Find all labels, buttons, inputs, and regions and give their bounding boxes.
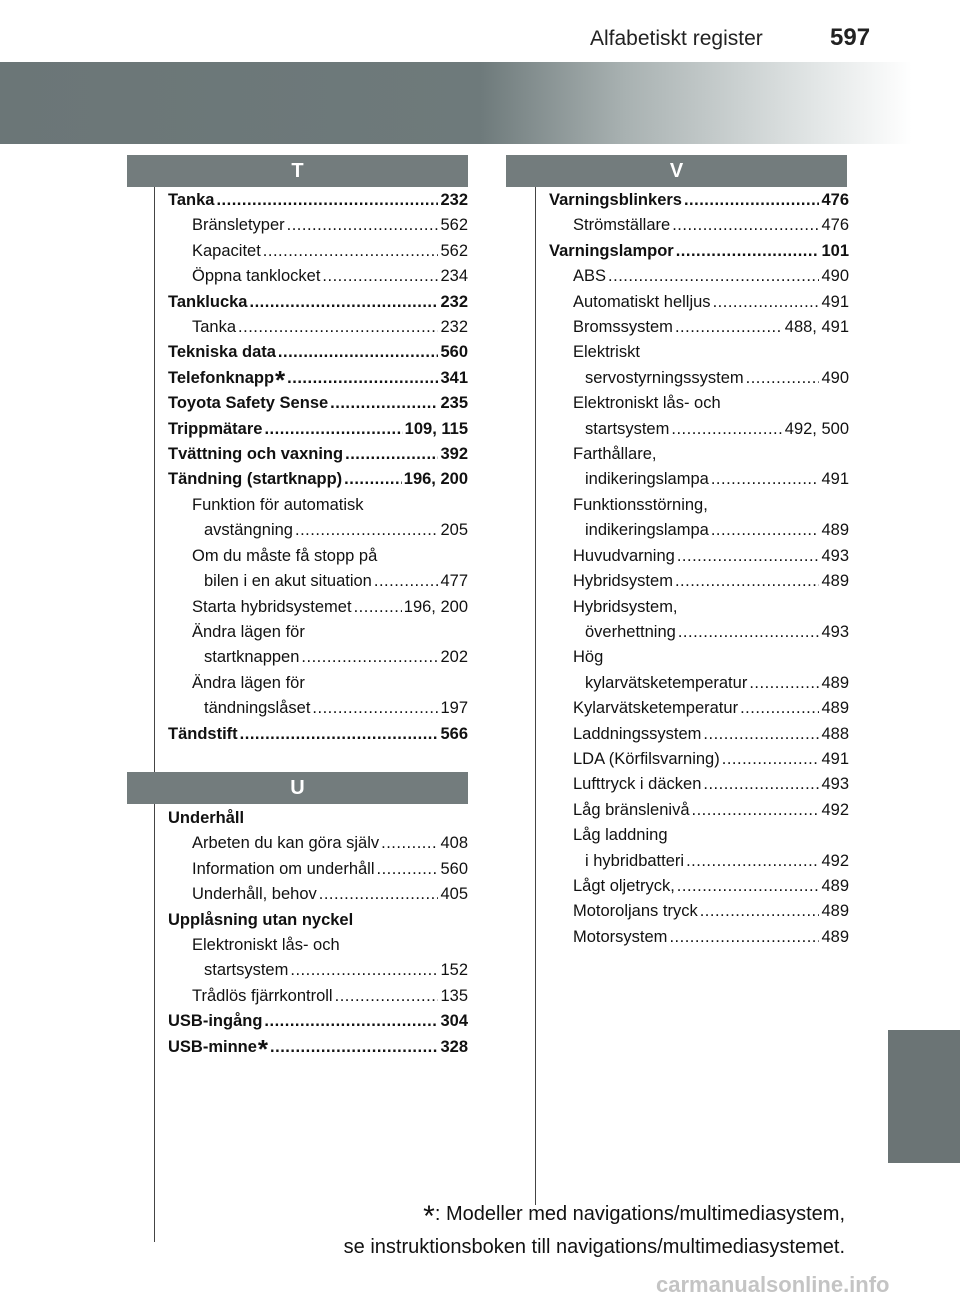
dot-leader bbox=[678, 620, 820, 645]
index-entry bbox=[549, 772, 849, 797]
entry-page: 197 bbox=[440, 699, 468, 718]
dot-leader bbox=[608, 264, 819, 289]
index-entry bbox=[168, 882, 468, 907]
entry-term: Toyota Safety Sense bbox=[168, 394, 329, 413]
entry-term: Varningsblinkers bbox=[549, 191, 682, 209]
entry-page: 560 bbox=[440, 859, 468, 878]
dot-leader bbox=[671, 417, 782, 442]
entry-term: Kylarvätsketemperatur bbox=[573, 699, 739, 718]
dot-leader bbox=[287, 366, 438, 391]
dot-leader bbox=[295, 518, 438, 543]
entry-term: Öppna tanklocket bbox=[192, 267, 321, 286]
entry-term: Elektroniskt lås- och bbox=[573, 394, 721, 413]
entry-term: Laddningssystem bbox=[573, 724, 702, 743]
entry-term: startknappen bbox=[204, 648, 300, 667]
index-entry bbox=[168, 569, 468, 594]
footnote-line-2: se instruktionsboken till navigations/multimediasystemet. bbox=[343, 1236, 845, 1258]
entry-page: 392 bbox=[440, 445, 468, 464]
index-entry bbox=[549, 798, 849, 823]
dot-leader bbox=[249, 290, 438, 315]
dot-leader bbox=[287, 213, 439, 238]
index-entry bbox=[549, 620, 849, 645]
entry-page: 405 bbox=[440, 885, 468, 904]
index-entry bbox=[168, 671, 468, 696]
dot-leader bbox=[746, 366, 820, 391]
entry-page: 566 bbox=[440, 724, 468, 743]
entry-term: Starta hybridsystemet bbox=[192, 597, 352, 616]
entry-term: Låg bränslenivå bbox=[573, 800, 690, 819]
index-entry bbox=[549, 849, 849, 874]
dot-leader bbox=[264, 417, 402, 442]
entry-term: LDA (Körfilsvarning) bbox=[573, 749, 720, 768]
dot-leader bbox=[301, 645, 438, 670]
entry-term: Hybridsystem bbox=[573, 572, 673, 591]
entry-page: 489 bbox=[821, 876, 849, 895]
footnote-text-1: : Modeller med navigations/multimediasystem, bbox=[434, 1203, 845, 1225]
entry-term: bilen i en akut situation bbox=[204, 572, 372, 591]
column-divider-left bbox=[154, 187, 155, 1242]
entry-term: Elektroniskt lås- och bbox=[192, 936, 340, 955]
dot-leader bbox=[354, 595, 402, 620]
entry-term: USB-minne bbox=[168, 1037, 257, 1056]
index-entry bbox=[168, 933, 468, 958]
index-entry bbox=[168, 442, 468, 467]
entry-term: Tvättning och vaxning bbox=[168, 445, 344, 464]
entry-term: överhettning bbox=[585, 622, 676, 641]
entry-term: Bromssystem bbox=[573, 318, 673, 337]
entry-page: 328 bbox=[440, 1037, 468, 1056]
entry-term: Hög bbox=[573, 648, 604, 667]
index-entry bbox=[168, 722, 468, 747]
entry-page: 135 bbox=[440, 986, 468, 1005]
entry-term: i hybridbatteri bbox=[585, 851, 685, 870]
entry-term: Tanka bbox=[168, 191, 215, 209]
entry-term: Trådlös fjärrkontroll bbox=[192, 986, 333, 1005]
index-list-t bbox=[168, 188, 468, 747]
footnote-star: * bbox=[423, 1200, 435, 1233]
entry-term: Funktionsstörning, bbox=[573, 495, 708, 514]
index-entry bbox=[549, 391, 849, 416]
index-entry bbox=[168, 493, 468, 518]
entry-term: avstängning bbox=[204, 521, 293, 540]
entry-term: Bränsletyper bbox=[192, 216, 285, 235]
entry-term: Upplåsning utan nyckel bbox=[168, 910, 354, 929]
dot-leader bbox=[377, 857, 439, 882]
header-band bbox=[0, 62, 960, 144]
entry-page: 492 bbox=[821, 800, 849, 819]
entry-page: 491 bbox=[821, 749, 849, 768]
footnote-line-1 bbox=[423, 1200, 845, 1233]
entry-page: 493 bbox=[821, 622, 849, 641]
entry-term: tändningslåset bbox=[204, 699, 311, 718]
entry-page: 491 bbox=[821, 470, 849, 489]
section-header-t: T bbox=[127, 155, 468, 187]
entry-page: 205 bbox=[440, 521, 468, 540]
entry-term: Tekniska data bbox=[168, 343, 276, 362]
index-entry bbox=[168, 213, 468, 238]
index-entry bbox=[549, 518, 849, 543]
index-entry bbox=[168, 290, 468, 315]
index-entry bbox=[549, 823, 849, 848]
index-entry bbox=[549, 722, 849, 747]
index-entry bbox=[549, 899, 849, 924]
index-entry bbox=[168, 518, 468, 543]
index-entry bbox=[549, 671, 849, 696]
entry-page: 489 bbox=[821, 673, 849, 692]
entry-page: 492, 500 bbox=[784, 419, 849, 438]
dot-leader bbox=[669, 925, 819, 950]
entry-term: Huvudvarning bbox=[573, 546, 675, 565]
entry-page: 489 bbox=[821, 902, 849, 921]
entry-term: Tanklucka bbox=[168, 292, 248, 311]
dot-leader bbox=[677, 874, 820, 899]
index-entry bbox=[549, 366, 849, 391]
index-entry bbox=[168, 831, 468, 856]
index-entry bbox=[549, 213, 849, 238]
dot-leader bbox=[312, 696, 438, 721]
entry-term: Tändstift bbox=[168, 724, 238, 743]
entry-term: Strömställare bbox=[573, 216, 671, 235]
entry-page: 476 bbox=[821, 216, 849, 235]
index-entry bbox=[168, 1009, 468, 1034]
index-entry bbox=[168, 467, 468, 492]
entry-term: Motoroljans tryck bbox=[573, 902, 698, 921]
index-entry bbox=[168, 544, 468, 569]
entry-term: Kapacitet bbox=[192, 241, 261, 260]
dot-leader bbox=[675, 569, 820, 594]
dot-leader bbox=[672, 213, 819, 238]
entry-page: 492 bbox=[821, 851, 849, 870]
dot-leader bbox=[703, 772, 819, 797]
dot-leader bbox=[278, 340, 439, 365]
entry-term: Varningslampor bbox=[549, 241, 674, 260]
dot-leader bbox=[749, 671, 819, 696]
index-entry bbox=[549, 417, 849, 442]
page-number: 597 bbox=[830, 24, 871, 51]
entry-term: startsystem bbox=[204, 961, 289, 980]
entry-page: 152 bbox=[440, 961, 468, 980]
dot-leader bbox=[713, 290, 820, 315]
index-entry bbox=[168, 857, 468, 882]
dot-leader bbox=[711, 518, 820, 543]
dot-leader bbox=[240, 722, 439, 747]
section-header-u: U bbox=[127, 772, 468, 804]
section-header-v: V bbox=[506, 155, 847, 187]
entry-term: Motorsystem bbox=[573, 927, 668, 946]
entry-term: Arbeten du kan göra själv bbox=[192, 834, 380, 853]
dot-leader bbox=[711, 467, 820, 492]
chapter-side-tab bbox=[888, 1030, 960, 1163]
index-entry bbox=[549, 467, 849, 492]
dot-leader bbox=[700, 899, 820, 924]
entry-term: Låg laddning bbox=[573, 826, 668, 845]
entry-page: 489 bbox=[821, 927, 849, 946]
dot-leader bbox=[676, 239, 820, 264]
entry-term: Om du måste få stopp på bbox=[192, 546, 378, 565]
index-entry bbox=[549, 925, 849, 950]
index-entry bbox=[168, 188, 468, 213]
entry-page: 196, 200 bbox=[403, 597, 468, 616]
entry-page: 493 bbox=[821, 546, 849, 565]
entry-page: 488 bbox=[821, 724, 849, 743]
dot-leader bbox=[319, 882, 439, 907]
entry-page: 235 bbox=[440, 394, 468, 413]
entry-page: 489 bbox=[821, 521, 849, 540]
index-entry bbox=[549, 747, 849, 772]
index-entry bbox=[168, 417, 468, 442]
entry-page: 476 bbox=[821, 191, 849, 209]
dot-leader bbox=[740, 696, 819, 721]
dot-leader bbox=[290, 958, 438, 983]
index-entry: USB-minne * ..... 328 bbox=[168, 1035, 468, 1060]
index-entry bbox=[549, 595, 849, 620]
entry-term: Underhåll bbox=[168, 809, 245, 827]
dot-leader bbox=[675, 315, 783, 340]
dot-leader bbox=[345, 442, 438, 467]
dot-leader bbox=[264, 1009, 438, 1034]
entry-term: Ändra lägen för bbox=[192, 673, 305, 692]
entry-page: 493 bbox=[821, 775, 849, 794]
entry-page: 560 bbox=[440, 343, 468, 362]
index-entry bbox=[549, 569, 849, 594]
index-entry bbox=[549, 290, 849, 315]
index-entry bbox=[549, 264, 849, 289]
entry-page: 408 bbox=[440, 834, 468, 853]
index-entry bbox=[168, 315, 468, 340]
index-entry bbox=[168, 958, 468, 983]
entry-term: Underhåll, behov bbox=[192, 885, 317, 904]
dot-leader bbox=[381, 831, 438, 856]
dot-leader bbox=[322, 264, 438, 289]
dot-leader bbox=[703, 722, 819, 747]
index-entry bbox=[168, 239, 468, 264]
entry-term: indikeringslampa bbox=[585, 521, 709, 540]
watermark: carmanualsonline.info bbox=[656, 1272, 890, 1297]
entry-page: 196, 200 bbox=[403, 470, 468, 489]
entry-page: 491 bbox=[821, 292, 849, 311]
entry-page: 232 bbox=[440, 318, 468, 337]
entry-page: 202 bbox=[440, 648, 468, 667]
entry-page: 341 bbox=[440, 368, 468, 387]
entry-page: 489 bbox=[821, 572, 849, 591]
column-divider-right bbox=[535, 187, 536, 1205]
entry-page: 490 bbox=[821, 267, 849, 286]
entry-page: 232 bbox=[440, 292, 468, 311]
dot-leader bbox=[692, 798, 820, 823]
entry-term: Information om underhåll bbox=[192, 859, 375, 878]
index-entry bbox=[168, 340, 468, 365]
dot-leader bbox=[270, 1035, 438, 1060]
index-list-v bbox=[549, 188, 849, 950]
dot-leader bbox=[722, 747, 820, 772]
dot-leader bbox=[677, 544, 820, 569]
index-list-u bbox=[168, 806, 468, 1060]
entry-page: 109, 115 bbox=[404, 419, 468, 438]
entry-term: kylarvätsketemperatur bbox=[585, 673, 748, 692]
index-entry bbox=[549, 544, 849, 569]
index-entry bbox=[168, 806, 468, 831]
entry-term: Tanka bbox=[192, 318, 237, 337]
dot-leader bbox=[344, 467, 402, 492]
index-entry bbox=[549, 493, 849, 518]
dot-leader bbox=[216, 188, 438, 213]
entry-page: 101 bbox=[821, 241, 849, 260]
entry-page: 234 bbox=[440, 267, 468, 286]
entry-term: startsystem bbox=[585, 419, 670, 438]
index-entry bbox=[549, 874, 849, 899]
index-entry bbox=[168, 264, 468, 289]
entry-page: 477 bbox=[440, 572, 468, 591]
entry-term: indikeringslampa bbox=[585, 470, 709, 489]
index-entry bbox=[168, 391, 468, 416]
entry-term: Farthållare, bbox=[573, 445, 657, 464]
index-entry bbox=[549, 696, 849, 721]
index-entry: Telefonknapp * ..... 341 bbox=[168, 366, 468, 391]
entry-page: 562 bbox=[440, 241, 468, 260]
entry-term: servostyrningssystem bbox=[585, 368, 744, 387]
entry-term: USB-ingång bbox=[168, 1012, 263, 1031]
entry-term: Lufttryck i däcken bbox=[573, 775, 702, 794]
entry-page: 562 bbox=[440, 216, 468, 235]
index-entry bbox=[168, 620, 468, 645]
entry-term: Automatiskt helljus bbox=[573, 292, 711, 311]
index-entry bbox=[549, 239, 849, 264]
index-entry bbox=[168, 595, 468, 620]
dot-leader bbox=[335, 984, 439, 1009]
index-entry bbox=[168, 908, 468, 933]
entry-term: ABS bbox=[573, 267, 607, 286]
index-entry bbox=[549, 645, 849, 670]
entry-term: Funktion för automatisk bbox=[192, 495, 364, 514]
entry-page: 304 bbox=[440, 1012, 468, 1031]
index-entry bbox=[549, 340, 849, 365]
entry-term: Ändra lägen för bbox=[192, 622, 305, 641]
entry-term: Trippmätare bbox=[168, 419, 263, 438]
entry-page: 488, 491 bbox=[784, 318, 849, 337]
index-entry bbox=[549, 188, 849, 213]
page-title: Alfabetiskt register bbox=[590, 27, 763, 50]
index-entry bbox=[168, 645, 468, 670]
dot-leader bbox=[330, 391, 438, 416]
entry-term: Telefonknapp bbox=[168, 368, 275, 387]
entry-page: 490 bbox=[821, 368, 849, 387]
dot-leader bbox=[238, 315, 438, 340]
dot-leader bbox=[374, 569, 439, 594]
entry-page: 232 bbox=[440, 191, 468, 209]
dot-leader bbox=[686, 849, 819, 874]
index-entry bbox=[549, 315, 849, 340]
index-entry bbox=[549, 442, 849, 467]
entry-term: Hybridsystem, bbox=[573, 597, 678, 616]
entry-term: Lågt oljetryck, bbox=[573, 876, 675, 895]
index-entry bbox=[168, 696, 468, 721]
index-entry bbox=[168, 984, 468, 1009]
entry-term: Tändning (startknapp) bbox=[168, 470, 343, 489]
dot-leader bbox=[684, 188, 820, 213]
entry-page: 489 bbox=[821, 699, 849, 718]
entry-term: Elektriskt bbox=[573, 343, 640, 362]
dot-leader bbox=[263, 239, 439, 264]
